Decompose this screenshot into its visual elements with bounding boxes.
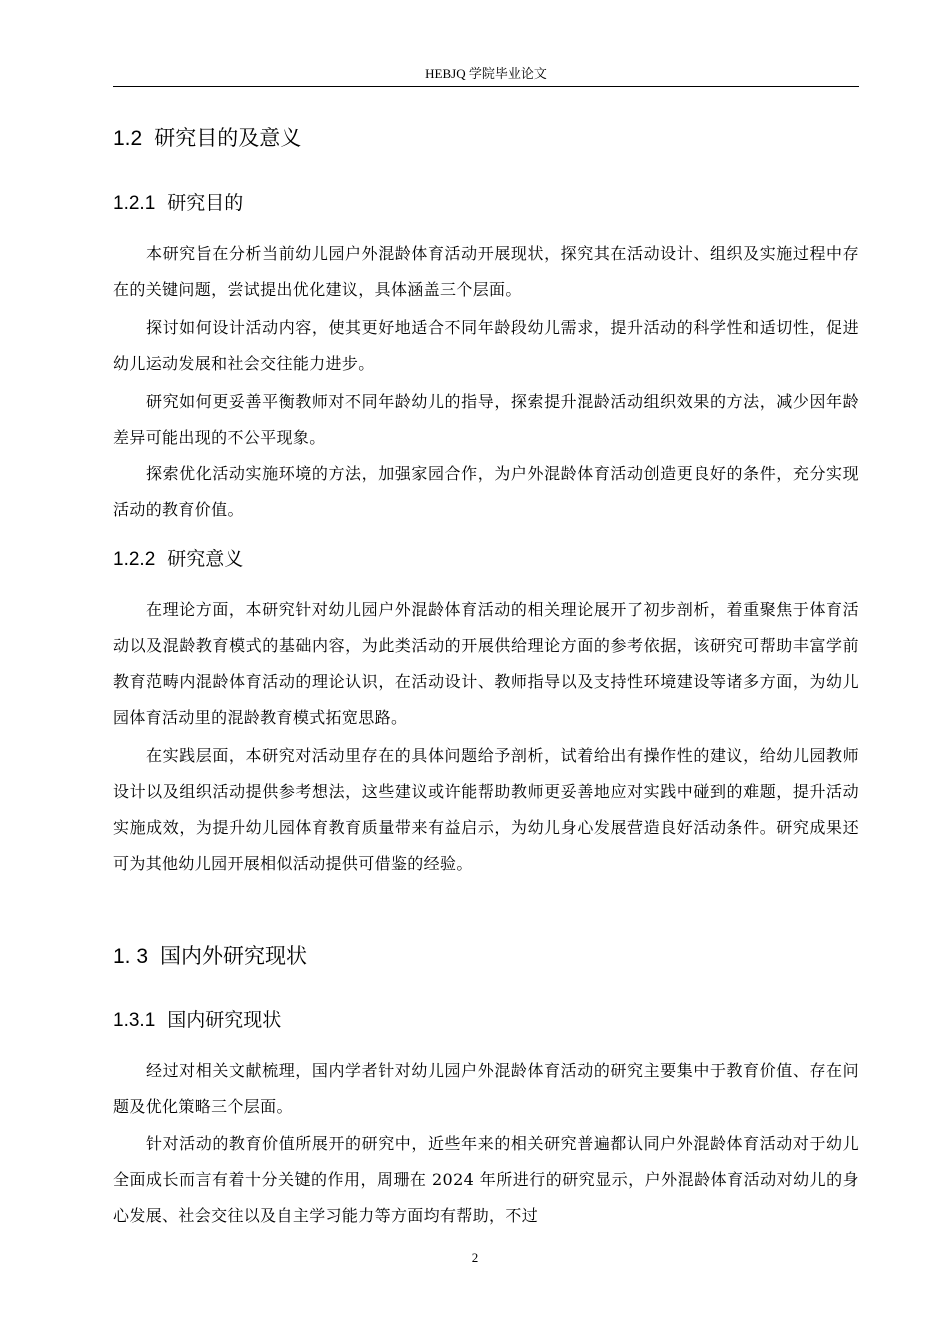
section-number: 1.2.1 [113,193,156,214]
paragraph-aim-content: 探讨如何设计活动内容，使其更好地适合不同年龄段幼儿需求，提升活动的科学性和适切性，促进幼儿运动发展和社会交往能力进步。 [113,318,859,373]
section-title: 国内研究现状 [167,1009,282,1031]
subsection-heading-1-3-1 [113,1007,281,1034]
section-number: 1. 3 [113,945,149,968]
header-divider [113,86,859,87]
section-heading-1-3 [113,942,307,971]
subsection-heading-1-2-1 [113,190,243,217]
paragraph-educational-value: 针对活动的教育价值所展开的研究中，近些年来的相关研究普遍都认同户外混龄体育活动对于幼儿全面成长而言有着十分关键的作用，周珊在 2024 年所进行的研究显示，户外混龄体育活动对幼儿的身心发展、社会交往以及自主学习能力等方面均有帮助，不过 [113,1134,859,1225]
page-number: 2 [471,1250,479,1265]
paragraph-theoretical-significance: 在理论方面，本研究针对幼儿园户外混龄体育活动的相关理论展开了初步剖析，着重聚焦于体育活动以及混龄教育模式的基础内容，为此类活动的开展供给理论方面的参考依据，该研究可帮助丰富学前教育范畴内混龄体育活动的理论认识，在活动设计、教师指导以及支持性环境建设等诸多方面，为幼儿园体育活动里的混龄教育模式拓宽思路。 [113,600,859,727]
paragraph-aim-environment: 探索优化活动实施环境的方法，加强家园合作，为户外混龄体育活动创造更良好的条件，充分实现活动的教育价值。 [113,464,859,519]
section-number: 1.3.1 [113,1010,156,1031]
running-header: HEBJQ 学院毕业论文 [425,66,547,81]
section-number: 1.2.2 [113,549,156,570]
section-number: 1.2 [113,127,143,150]
paragraph-domestic-overview: 经过对相关文献梳理，国内学者针对幼儿园户外混龄体育活动的研究主要集中于教育价值、存在问题及优化策略三个层面。 [113,1061,859,1116]
paragraph-research-aim: 本研究旨在分析当前幼儿园户外混龄体育活动开展现状，探究其在活动设计、组织及实施过程中存在的关键问题，尝试提出优化建议，具体涵盖三个层面。 [113,244,859,299]
subsection-heading-1-2-2 [113,546,243,573]
section-title: 研究目的及意义 [154,126,302,150]
paragraph-practical-significance: 在实践层面，本研究对活动里存在的具体问题给予剖析，试着给出有操作性的建议，给幼儿园教师设计以及组织活动提供参考想法，这些建议或许能帮助教师更妥善地应对实践中碰到的难题，提升活动实施成效，为提升幼儿园体育教育质量带来有益启示，为幼儿身心发展营造良好活动条件。研究成果还可为其他幼儿园开展相似活动提供可借鉴的经验。 [113,746,859,873]
paragraph-aim-guidance: 研究如何更妥善平衡教师对不同年龄幼儿的指导，探索提升混龄活动组织效果的方法，减少因年龄差异可能出现的不公平现象。 [113,392,859,447]
section-title: 研究意义 [167,548,244,570]
section-title: 研究目的 [167,192,244,214]
section-title: 国内外研究现状 [160,944,308,968]
section-heading-1-2 [113,124,301,153]
